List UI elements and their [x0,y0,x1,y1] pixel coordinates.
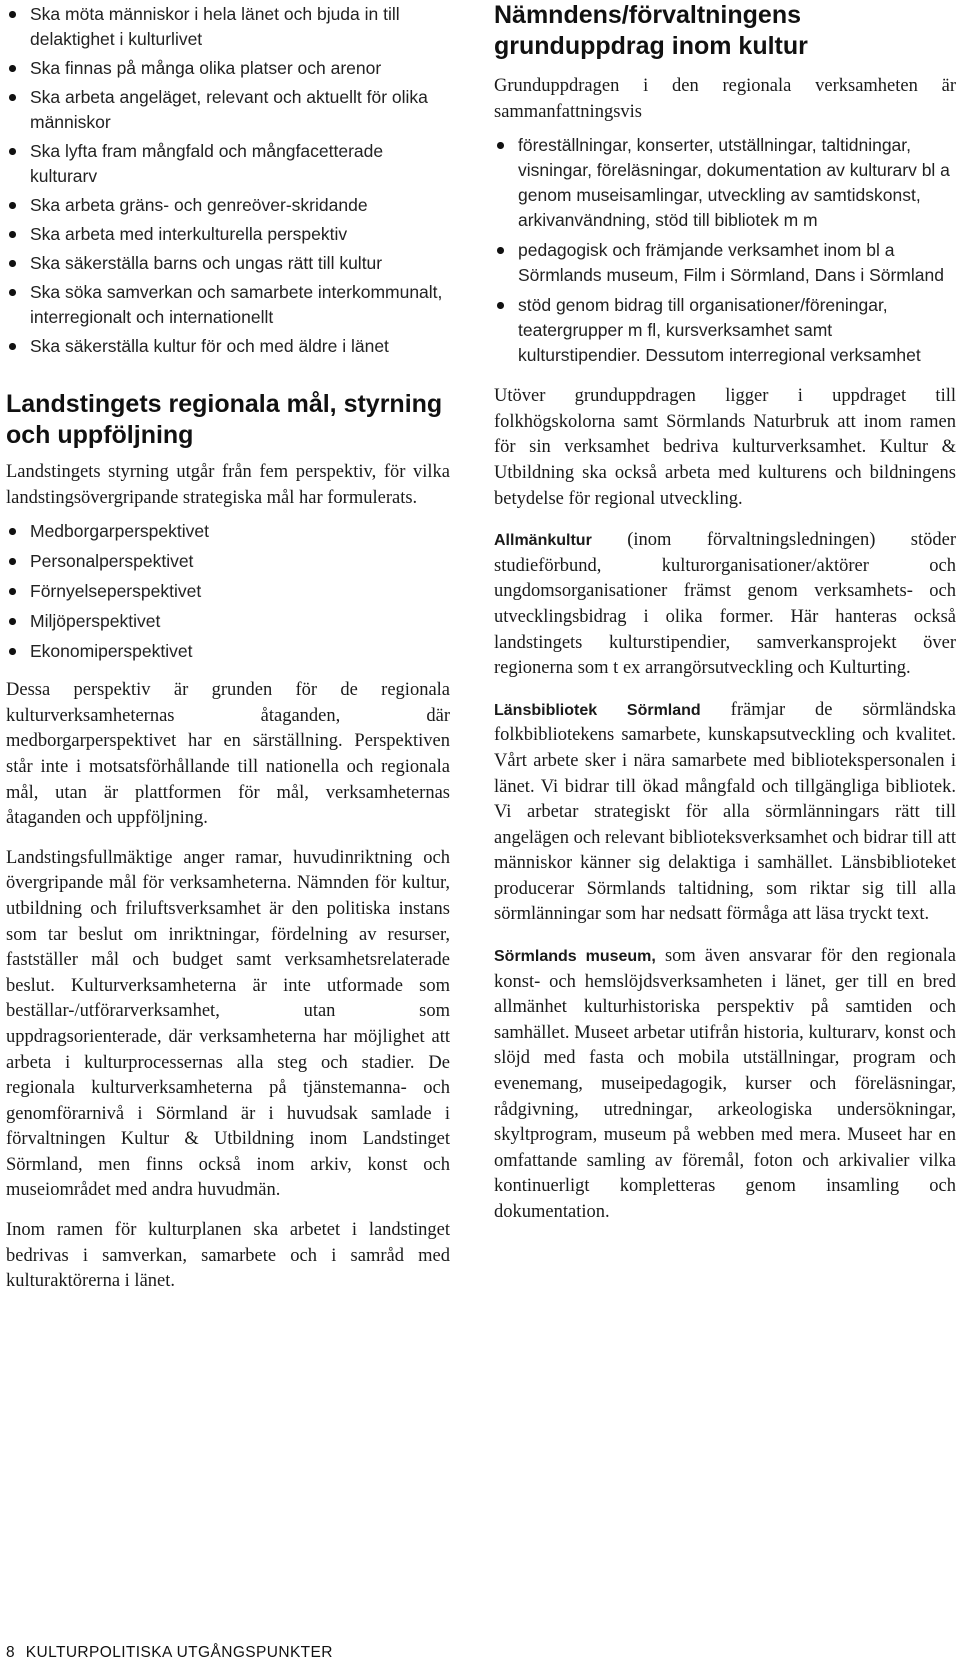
paragraph-text: (inom förvaltningsledningen) stöder studieförbund, kulturorganisationer/aktörer och ungdomsorganisationer främst genom verksamhets- och utvecklingsbidrag i olika former. Här hanteras också landstingets kulturstipendier, samverkansprojekt över regionerna som t ex arrangörsutveckling och Kulturting. [494,530,956,679]
lead-label: Länsbibliotek Sörmland [494,701,701,719]
perspectives-list [6,519,450,664]
footer-title: KULTURPOLITISKA UTGÅNGSPUNKTER [25,1644,333,1661]
left-column [6,0,450,1295]
paragraph-text: främjar de sörmländska folkbibliotekens samarbete, kunskapsutveckling och kvalitet. Vårt arbete sker i nära samarbete med bibliotekspersonalen i länet. Vi bidrar till ökad mångfald och tillgängliga bibliotek. Vi arbetar strategiskt för alla sörmlänningars rätt till angelägen och relevant biblioteksverksamhet och bidrar till att människor känner sig delaktiga i samhället. Länsbiblioteket producerar Sörmlands taltidning, som riktar sig till alla sörmlänningar som har nedsatt förmåga att läsa tryckt text. [494,699,956,925]
lead-label: Sörmlands museum, [494,948,656,966]
list-item: Ska arbeta angeläget, relevant och aktuellt för olika människor [6,85,450,135]
paragraph: Inom ramen för kulturplanen ska arbetet i landstinget bedrivas i samverkan, samarbete och i samråd med kulturaktörerna i länet. [6,1220,450,1292]
list-item: Ska arbeta med interkulturella perspektiv [6,222,450,247]
paragraph: Landstingets styrning utgår från fem perspektiv, för vilka landstingsövergripande strategiska mål har formulerats. [6,462,450,508]
paragraph-lansbibliotek [494,698,956,928]
list-item: pedagogisk och främjande verksamhet inom bl a Sörmlands museum, Film i Sörmland, Dans i Sörmland [494,238,956,288]
paragraph: Dessa perspektiv är grunden för de regionala kulturverksamheternas åtaganden, där medborgarperspektivet har en särställning. Perspektiven står inte i motsatsförhållande till nationella och regionala mål, utan är plattformen för mål, verksamheternas åtaganden och uppföljning. [6,680,450,829]
list-item: Personalperspektivet [6,549,450,574]
list-item: Förnyelseperspektivet [6,579,450,604]
paragraph-text: som även ansvarar för den regionala konst- och hemslöjdsverksamheten i länet, ger till en bred allmänhet kulturhistoriska perspektiv på samtiden och samhället. Museet arbetar utifrån historia, kulturarv, konst och slöjd med fasta och mobila utställningar, program och evenemang, museipedagogik, kurser och föreläsningar, rådgivning, utredningar, arkeologiska undersökningar, skyltprogram, museum på webben med mera. Museet har en omfattande samling av föremål, foton och arkivalier vilka kontinuerligt kompletteras genom insamling och dokumentation. [494,946,956,1222]
list-item: Ska finnas på många olika platser och arenor [6,56,450,81]
right-column [494,0,956,1226]
section-heading-goals: Landstingets regionala mål, styrning och uppföljning [6,390,443,449]
list-item: Ekonomiperspektivet [6,639,450,664]
lead-label: Allmänkultur [494,532,592,550]
paragraph: Utöver grunduppdragen ligger i uppdraget till folkhögskolorna samt Sörmlands Naturbruk att inom ramen för sin verksamhet bedriva kulturverksamhet. Kultur & Utbildning ska också arbeta med kulturens och bildningens betydelse för regional utveckling. [494,386,956,509]
paragraph-museum [494,944,956,1226]
list-item: Ska säkerställa kultur för och med äldre i länet [6,334,450,359]
list-item: föreställningar, konserter, utställningar, taltidningar, visningar, föreläsningar, dokumentation av kulturarv bl a genom museisamlingar, utveckling av samtidskonst, arkivanvändning, stöd till bibliotek m m [494,133,956,233]
list-item: Ska säkerställa barns och ungas rätt till kultur [6,251,450,276]
list-item: Medborgarperspektivet [6,519,450,544]
list-item: Miljöperspektivet [6,609,450,634]
section-heading-mission: Nämndens/förvaltningens grunduppdrag inom kultur [494,1,808,60]
page-footer [6,1644,333,1662]
page-number: 8 [6,1644,16,1661]
paragraph-allmankultur [494,528,956,682]
list-item: stöd genom bidrag till organisationer/föreningar, teatergrupper m fl, kursverksamhet samt kulturstipendier. Dessutom interregional verksamhet [494,293,956,368]
paragraph: Grunduppdragen i den regionala verksamheten är sammanfattningsvis [494,76,956,122]
list-item: Ska lyfta fram mångfald och mångfacetterade kulturarv [6,139,450,189]
goals-list [6,2,450,359]
list-item: Ska möta människor i hela länet och bjuda in till delaktighet i kulturlivet [6,2,450,52]
list-item: Ska söka samverkan och samarbete interkommunalt, interregionalt och internationellt [6,280,450,330]
tasks-list [494,133,956,368]
list-item: Ska arbeta gräns- och genreöver-skridande [6,193,450,218]
paragraph: Landstingsfullmäktige anger ramar, huvudinriktning och övergripande mål för verksamheterna. Nämnden för kultur, utbildning och friluftsverksamhet är den politiska instans som tar beslut om inriktningar, fördelning av resurser, fastställer mål och budget samt verksamhetsrelaterade beslut. Kulturverksamheterna är inte utformade som beställar-/utförarverksamhet, utan som uppdragsorienterade, där verksamheterna har möjlighet att arbeta i kulturprocessernas alla steg och stadier. De regionala kulturverksamheterna på tjänstemanna- och genomförarnivå i Sörmland är i huvudsak samlade i förvaltningen Kultur & Utbildning inom Landstinget Sörmland, men finns också inom arkiv, konst och museiområdet med andra huvudmän. [6,847,450,1201]
